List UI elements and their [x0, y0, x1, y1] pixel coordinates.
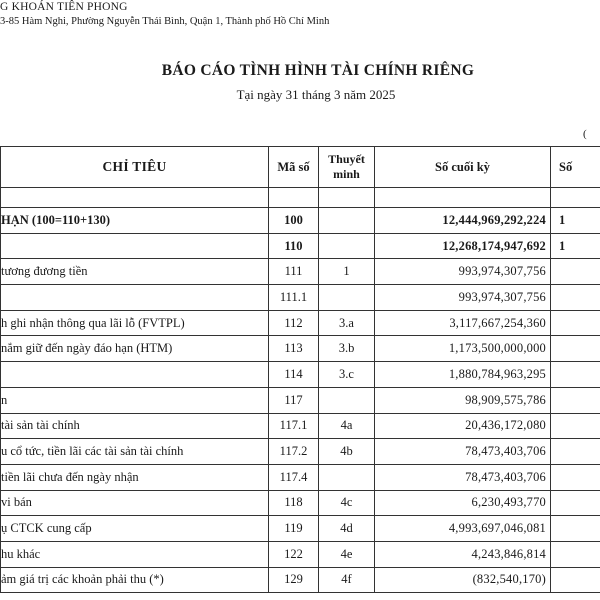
- header-note-line1: Thuyết: [328, 152, 365, 166]
- row-note: 4b: [319, 439, 375, 465]
- row-note: 3.b: [319, 336, 375, 362]
- row-label: tương đương tiền: [1, 259, 269, 285]
- row-opening-balance: [551, 541, 600, 567]
- row-closing-balance: 98,909,575,786: [375, 387, 551, 413]
- row-opening-balance: [551, 439, 600, 465]
- row-closing-balance: 6,230,493,770: [375, 490, 551, 516]
- table-row: [1, 413, 600, 439]
- row-opening-balance: [551, 336, 600, 362]
- row-closing-balance: 78,473,403,706: [375, 464, 551, 490]
- row-code: 100: [269, 208, 319, 234]
- row-code: 119: [269, 516, 319, 542]
- row-label: HẠN (100=110+130): [1, 208, 269, 234]
- row-note: [319, 387, 375, 413]
- company-name: G KHOÁN TIÊN PHONG: [0, 1, 128, 13]
- row-code: 111.1: [269, 285, 319, 311]
- table-row: [1, 259, 600, 285]
- row-code: 122: [269, 541, 319, 567]
- row-opening-balance: [551, 188, 600, 208]
- row-closing-balance: [375, 188, 551, 208]
- row-label: h ghi nhận thông qua lãi lỗ (FVTPL): [1, 310, 269, 336]
- table-row: [1, 208, 600, 234]
- header-closing: Số cuối kỳ: [375, 147, 551, 188]
- row-label: [1, 233, 269, 259]
- row-closing-balance: (832,540,170): [375, 567, 551, 593]
- row-closing-balance: 1,173,500,000,000: [375, 336, 551, 362]
- row-closing-balance: 993,974,307,756: [375, 259, 551, 285]
- row-label: n: [1, 387, 269, 413]
- row-opening-balance: [551, 387, 600, 413]
- row-opening-balance: [551, 516, 600, 542]
- row-closing-balance: 3,117,667,254,360: [375, 310, 551, 336]
- table-row: [1, 464, 600, 490]
- row-label: [1, 188, 269, 208]
- table-row: [1, 188, 600, 208]
- row-code: 112: [269, 310, 319, 336]
- row-note: [319, 208, 375, 234]
- row-note: 1: [319, 259, 375, 285]
- row-label: ảm giá trị các khoản phải thu (*): [1, 567, 269, 593]
- row-label: tiền lãi chưa đến ngày nhận: [1, 464, 269, 490]
- header-note: [319, 147, 375, 188]
- company-address: 3-85 Hàm Nghi, Phường Nguyễn Thái Bình, Quận 1, Thành phố Hồ Chí Minh: [0, 16, 330, 27]
- header-opening: Số: [551, 147, 600, 188]
- row-note: 4f: [319, 567, 375, 593]
- row-closing-balance: 12,444,969,292,224: [375, 208, 551, 234]
- row-opening-balance: [551, 362, 600, 388]
- row-note: 4c: [319, 490, 375, 516]
- table-body: [1, 188, 600, 593]
- row-label: nắm giữ đến ngày đáo hạn (HTM): [1, 336, 269, 362]
- row-opening-balance: [551, 285, 600, 311]
- financial-position-table: [0, 146, 600, 593]
- header-code: Mã số: [269, 147, 319, 188]
- header-indicator: CHỈ TIÊU: [1, 147, 269, 188]
- row-note: 4d: [319, 516, 375, 542]
- table-row: [1, 567, 600, 593]
- row-opening-balance: [551, 567, 600, 593]
- report-title: BÁO CÁO TÌNH HÌNH TÀI CHÍNH RIÊNG: [161, 62, 475, 79]
- table-row: [1, 310, 600, 336]
- row-closing-balance: 20,436,172,080: [375, 413, 551, 439]
- row-code: 110: [269, 233, 319, 259]
- row-code: 118: [269, 490, 319, 516]
- table-row: [1, 490, 600, 516]
- table-row: [1, 285, 600, 311]
- table-row: [1, 439, 600, 465]
- row-note: 3.c: [319, 362, 375, 388]
- row-opening-balance: [551, 464, 600, 490]
- row-code: 129: [269, 567, 319, 593]
- row-label: hu khác: [1, 541, 269, 567]
- table-row: [1, 541, 600, 567]
- row-closing-balance: 1,880,784,963,295: [375, 362, 551, 388]
- unit-note: (: [583, 128, 587, 140]
- row-note: 3.a: [319, 310, 375, 336]
- row-note: [319, 233, 375, 259]
- row-code: 117.2: [269, 439, 319, 465]
- row-closing-balance: 4,243,846,814: [375, 541, 551, 567]
- row-code: 114: [269, 362, 319, 388]
- row-code: 111: [269, 259, 319, 285]
- row-label: tài sản tài chính: [1, 413, 269, 439]
- table-row: [1, 362, 600, 388]
- row-code: [269, 188, 319, 208]
- row-opening-balance: 1: [551, 233, 600, 259]
- row-note: 4a: [319, 413, 375, 439]
- row-note: [319, 188, 375, 208]
- row-opening-balance: 1: [551, 208, 600, 234]
- table-row: [1, 336, 600, 362]
- table-header-row: [1, 147, 600, 188]
- row-code: 117.4: [269, 464, 319, 490]
- row-closing-balance: 12,268,174,947,692: [375, 233, 551, 259]
- row-code: 113: [269, 336, 319, 362]
- row-label: u cổ tức, tiền lãi các tài sản tài chính: [1, 439, 269, 465]
- table-row: [1, 233, 600, 259]
- row-opening-balance: [551, 490, 600, 516]
- row-note: 4e: [319, 541, 375, 567]
- row-closing-balance: 4,993,697,046,081: [375, 516, 551, 542]
- header-note-line2: minh: [333, 167, 360, 181]
- row-opening-balance: [551, 259, 600, 285]
- report-date: Tại ngày 31 tháng 3 năm 2025: [236, 87, 396, 102]
- row-label: vi bán: [1, 490, 269, 516]
- row-closing-balance: 993,974,307,756: [375, 285, 551, 311]
- row-code: 117: [269, 387, 319, 413]
- row-closing-balance: 78,473,403,706: [375, 439, 551, 465]
- row-opening-balance: [551, 413, 600, 439]
- row-note: [319, 285, 375, 311]
- row-label: [1, 285, 269, 311]
- row-code: 117.1: [269, 413, 319, 439]
- row-opening-balance: [551, 310, 600, 336]
- row-label: ụ CTCK cung cấp: [1, 516, 269, 542]
- table-row: [1, 387, 600, 413]
- table-row: [1, 516, 600, 542]
- row-note: [319, 464, 375, 490]
- row-label: [1, 362, 269, 388]
